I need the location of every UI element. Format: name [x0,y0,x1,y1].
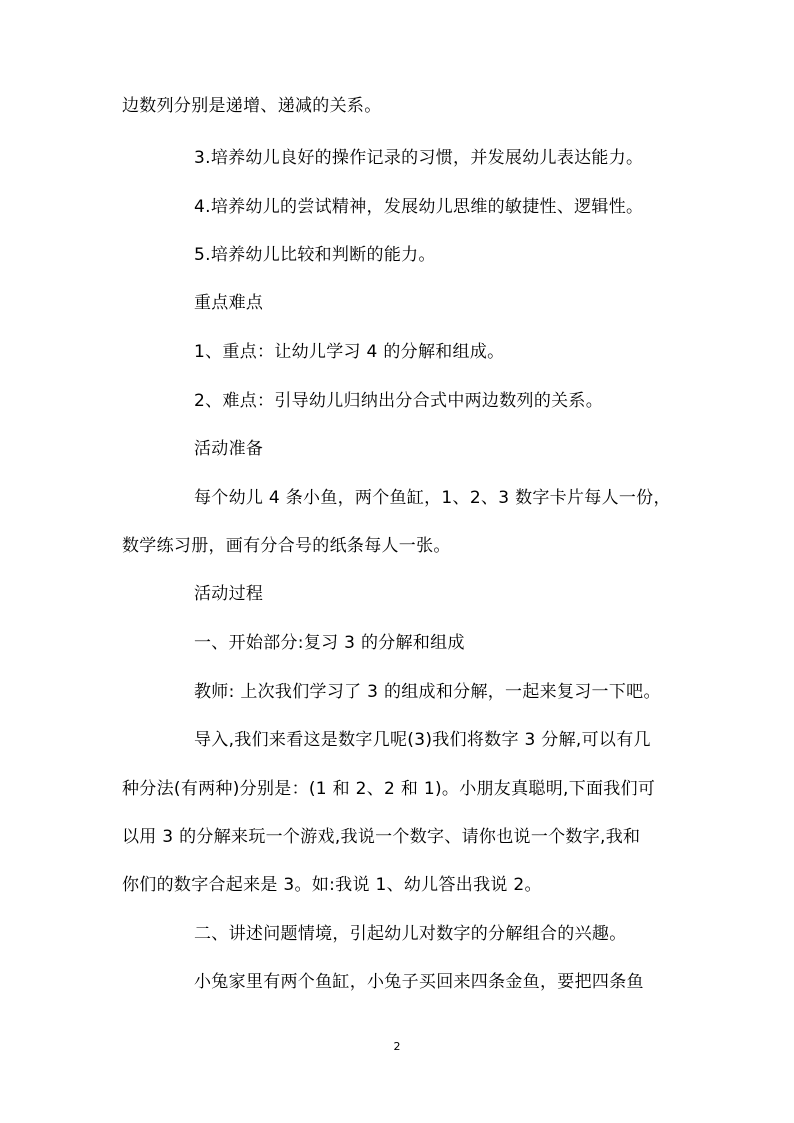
section-heading: 活动准备 [194,439,264,459]
page-number: 2 [393,1040,401,1053]
paragraph-line: 以用 3 的分解来玩一个游戏,我说一个数字、请你也说一个数字,我和 [122,827,641,847]
paragraph-line: 5.培养幼儿比较和判断的能力。 [194,245,436,265]
paragraph-line: 3.培养幼儿良好的操作记录的习惯，并发展幼儿表达能力。 [194,148,644,168]
paragraph-line: 导入,我们来看这是数字几呢(3)我们将数字 3 分解,可以有几 [194,730,651,750]
paragraph-line: 一、开始部分:复习 3 的分解和组成 [194,633,465,653]
paragraph-line: 二、讲述问题情境，引起幼儿对数字的分解组合的兴趣。 [194,924,627,944]
paragraph-line: 2、难点：引导幼儿归纳出分合式中两边数列的关系。 [194,391,604,411]
paragraph-line: 边数列分别是递增、递减的关系。 [122,96,382,116]
paragraph-line: 数学练习册，画有分合号的纸条每人一张。 [122,536,451,556]
paragraph-line: 每个幼儿 4 条小鱼，两个鱼缸，1、2、3 数字卡片每人一份， [194,488,671,508]
section-heading: 重点难点 [194,293,264,313]
paragraph-line: 种分法(有两种)分别是：(1 和 2、2 和 1)。小朋友真聪明,下面我们可 [122,779,656,799]
paragraph-line: 小兔家里有两个鱼缸，小兔子买回来四条金鱼，要把四条鱼 [194,972,644,992]
paragraph-line: 教师: 上次我们学习了 3 的组成和分解，一起来复习一下吧。 [194,682,661,702]
paragraph-line: 1、重点：让幼儿学习 4 的分解和组成。 [194,342,505,362]
section-heading: 活动过程 [194,584,264,604]
paragraph-line: 4.培养幼儿的尝试精神，发展幼儿思维的敏捷性、逻辑性。 [194,197,644,217]
paragraph-line: 你们的数字合起来是 3。如:我说 1、幼儿答出我说 2。 [122,875,542,895]
